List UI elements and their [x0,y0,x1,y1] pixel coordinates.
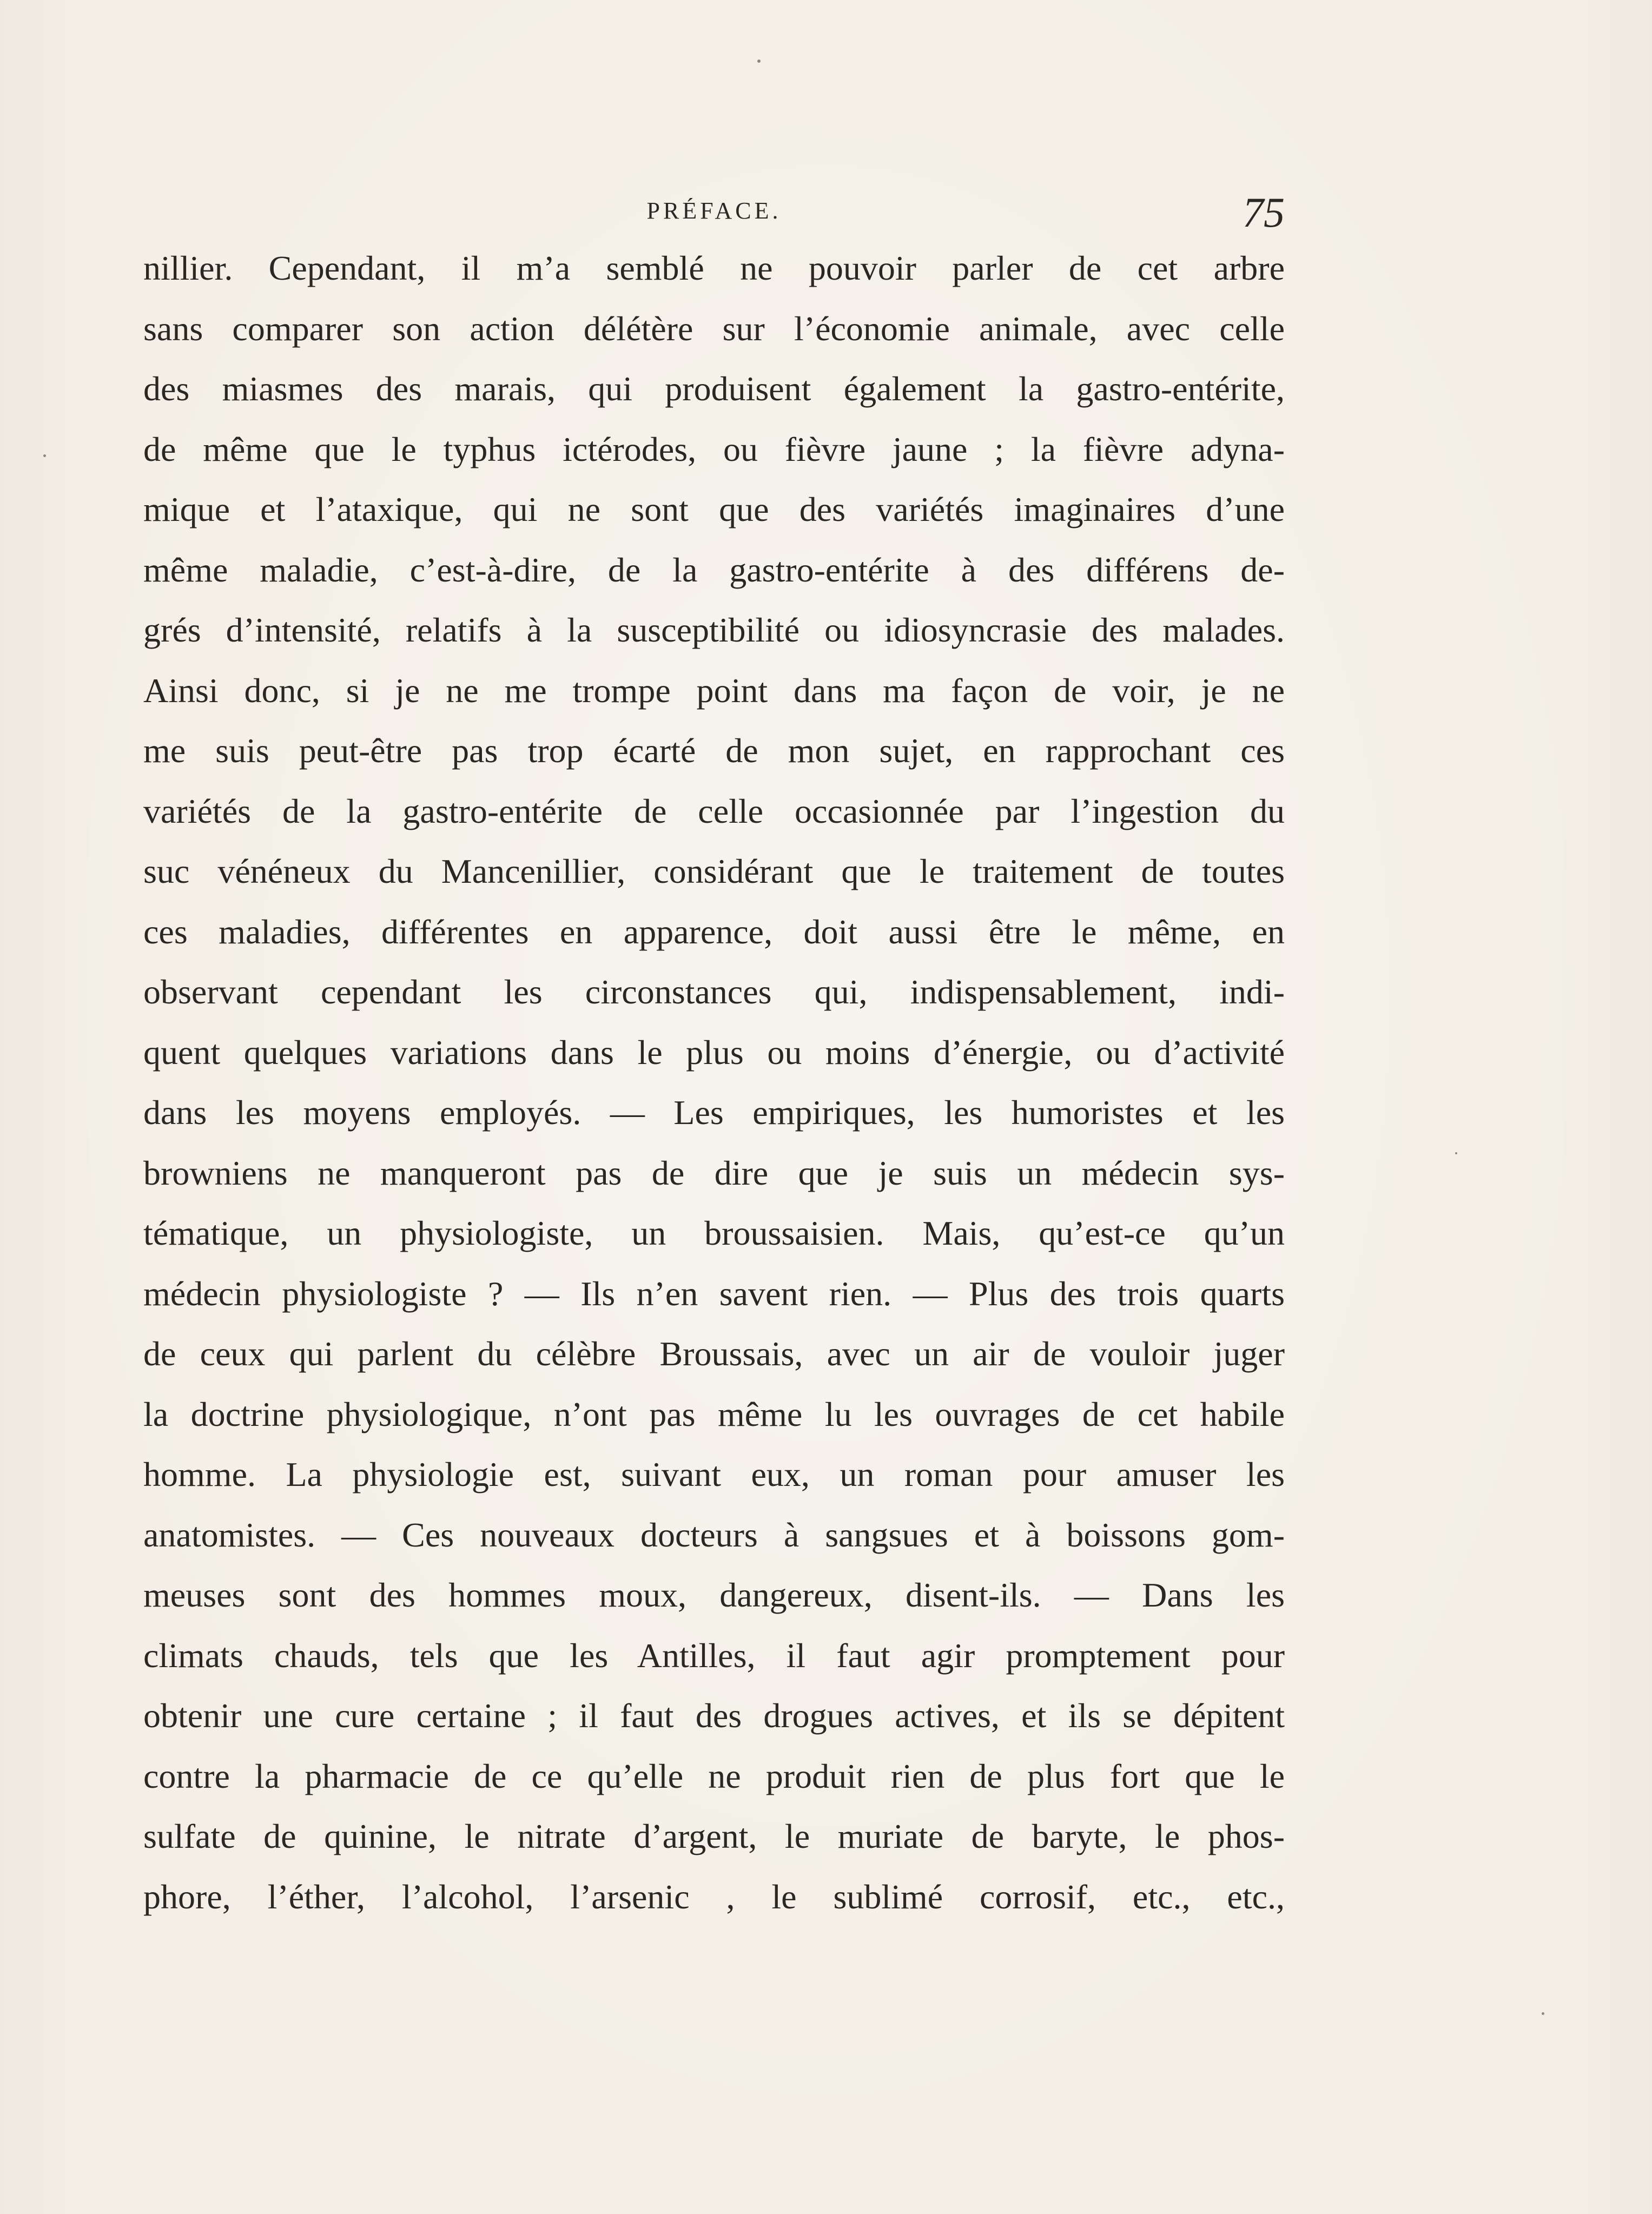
text-line: de ceux qui parlent du célèbre Broussais, avec un air de vouloir juger [143,1334,1285,1373]
text-line: des miasmes des marais, qui produisent également la gastro-entérite, [143,369,1285,408]
text-line: la doctrine physiologique, n’ont pas même lu les ouvrages de cet habile [143,1395,1285,1433]
text-line: anatomistes. — Ces nouveaux docteurs à sangsues et à boissons gom- [143,1515,1285,1554]
text-line: ces maladies, différentes en apparence, doit aussi être le même, en [143,912,1285,951]
text-line: browniens ne manqueront pas de dire que je suis un médecin sys- [143,1153,1285,1192]
text-line: tématique, un physiologiste, un broussaisien. Mais, qu’est-ce qu’un [143,1214,1285,1252]
text-line: quent quelques variations dans le plus ou moins d’énergie, ou d’activité [143,1033,1285,1072]
text-line: dans les moyens employés. — Les empiriques, les humoristes et les [143,1093,1285,1132]
paper-speck [43,454,46,457]
text-line: grés d’intensité, relatifs à la susceptibilité ou idiosyncrasie des malades. [143,611,1285,649]
text-line: climats chauds, tels que les Antilles, il faut agir promptement pour [143,1636,1285,1675]
paper-speck [757,60,761,63]
page-number: 75 [1243,189,1285,236]
text-line: obtenir une cure certaine ; il faut des drogues actives, et ils se dépitent [143,1696,1285,1735]
text-line: suc vénéneux du Mancenillier, considérant que le traitement de toutes [143,852,1285,890]
body-text [143,238,1285,1927]
text-line: mique et l’ataxique, qui ne sont que des variétés imaginaires d’une [143,490,1285,528]
page-header [143,188,1285,237]
text-line: variétés de la gastro-entérite de celle occasionnée par l’ingestion du [143,791,1285,830]
paper-speck [1455,1152,1457,1154]
text-line: observant cependant les circonstances qui, indispensablement, indi- [143,973,1285,1011]
running-head: PRÉFACE. [646,197,782,224]
text-line: contre la pharmacie de ce qu’elle ne produit rien de plus fort que le [143,1756,1285,1795]
text-line: médecin physiologiste ? — Ils n’en savent rien. — Plus des trois quarts [143,1274,1285,1313]
text-line: sulfate de quinine, le nitrate d’argent, le muriate de baryte, le phos- [143,1817,1285,1855]
text-line: phore, l’éther, l’alcohol, l’arsenic , le sublimé corrosif, etc., etc., [143,1877,1285,1916]
text-line: sans comparer son action délétère sur l’économie animale, avec celle [143,309,1285,348]
text-line: meuses sont des hommes moux, dangereux, disent-ils. — Dans les [143,1576,1285,1614]
text-line: même maladie, c’est-à-dire, de la gastro-entérite à des différens de- [143,550,1285,589]
text-line: Ainsi donc, si je ne me trompe point dans ma façon de voir, je ne [143,671,1285,710]
paper-speck [1542,2012,1544,2015]
text-line: de même que le typhus ictérodes, ou fièvre jaune ; la fièvre adyna- [143,429,1285,468]
text-line: me suis peut-être pas trop écarté de mon sujet, en rapprochant ces [143,731,1285,770]
text-line: nillier. Cependant, il m’a semblé ne pouvoir parler de cet arbre [143,249,1285,287]
text-line: homme. La physiologie est, suivant eux, un roman pour amuser les [143,1455,1285,1493]
